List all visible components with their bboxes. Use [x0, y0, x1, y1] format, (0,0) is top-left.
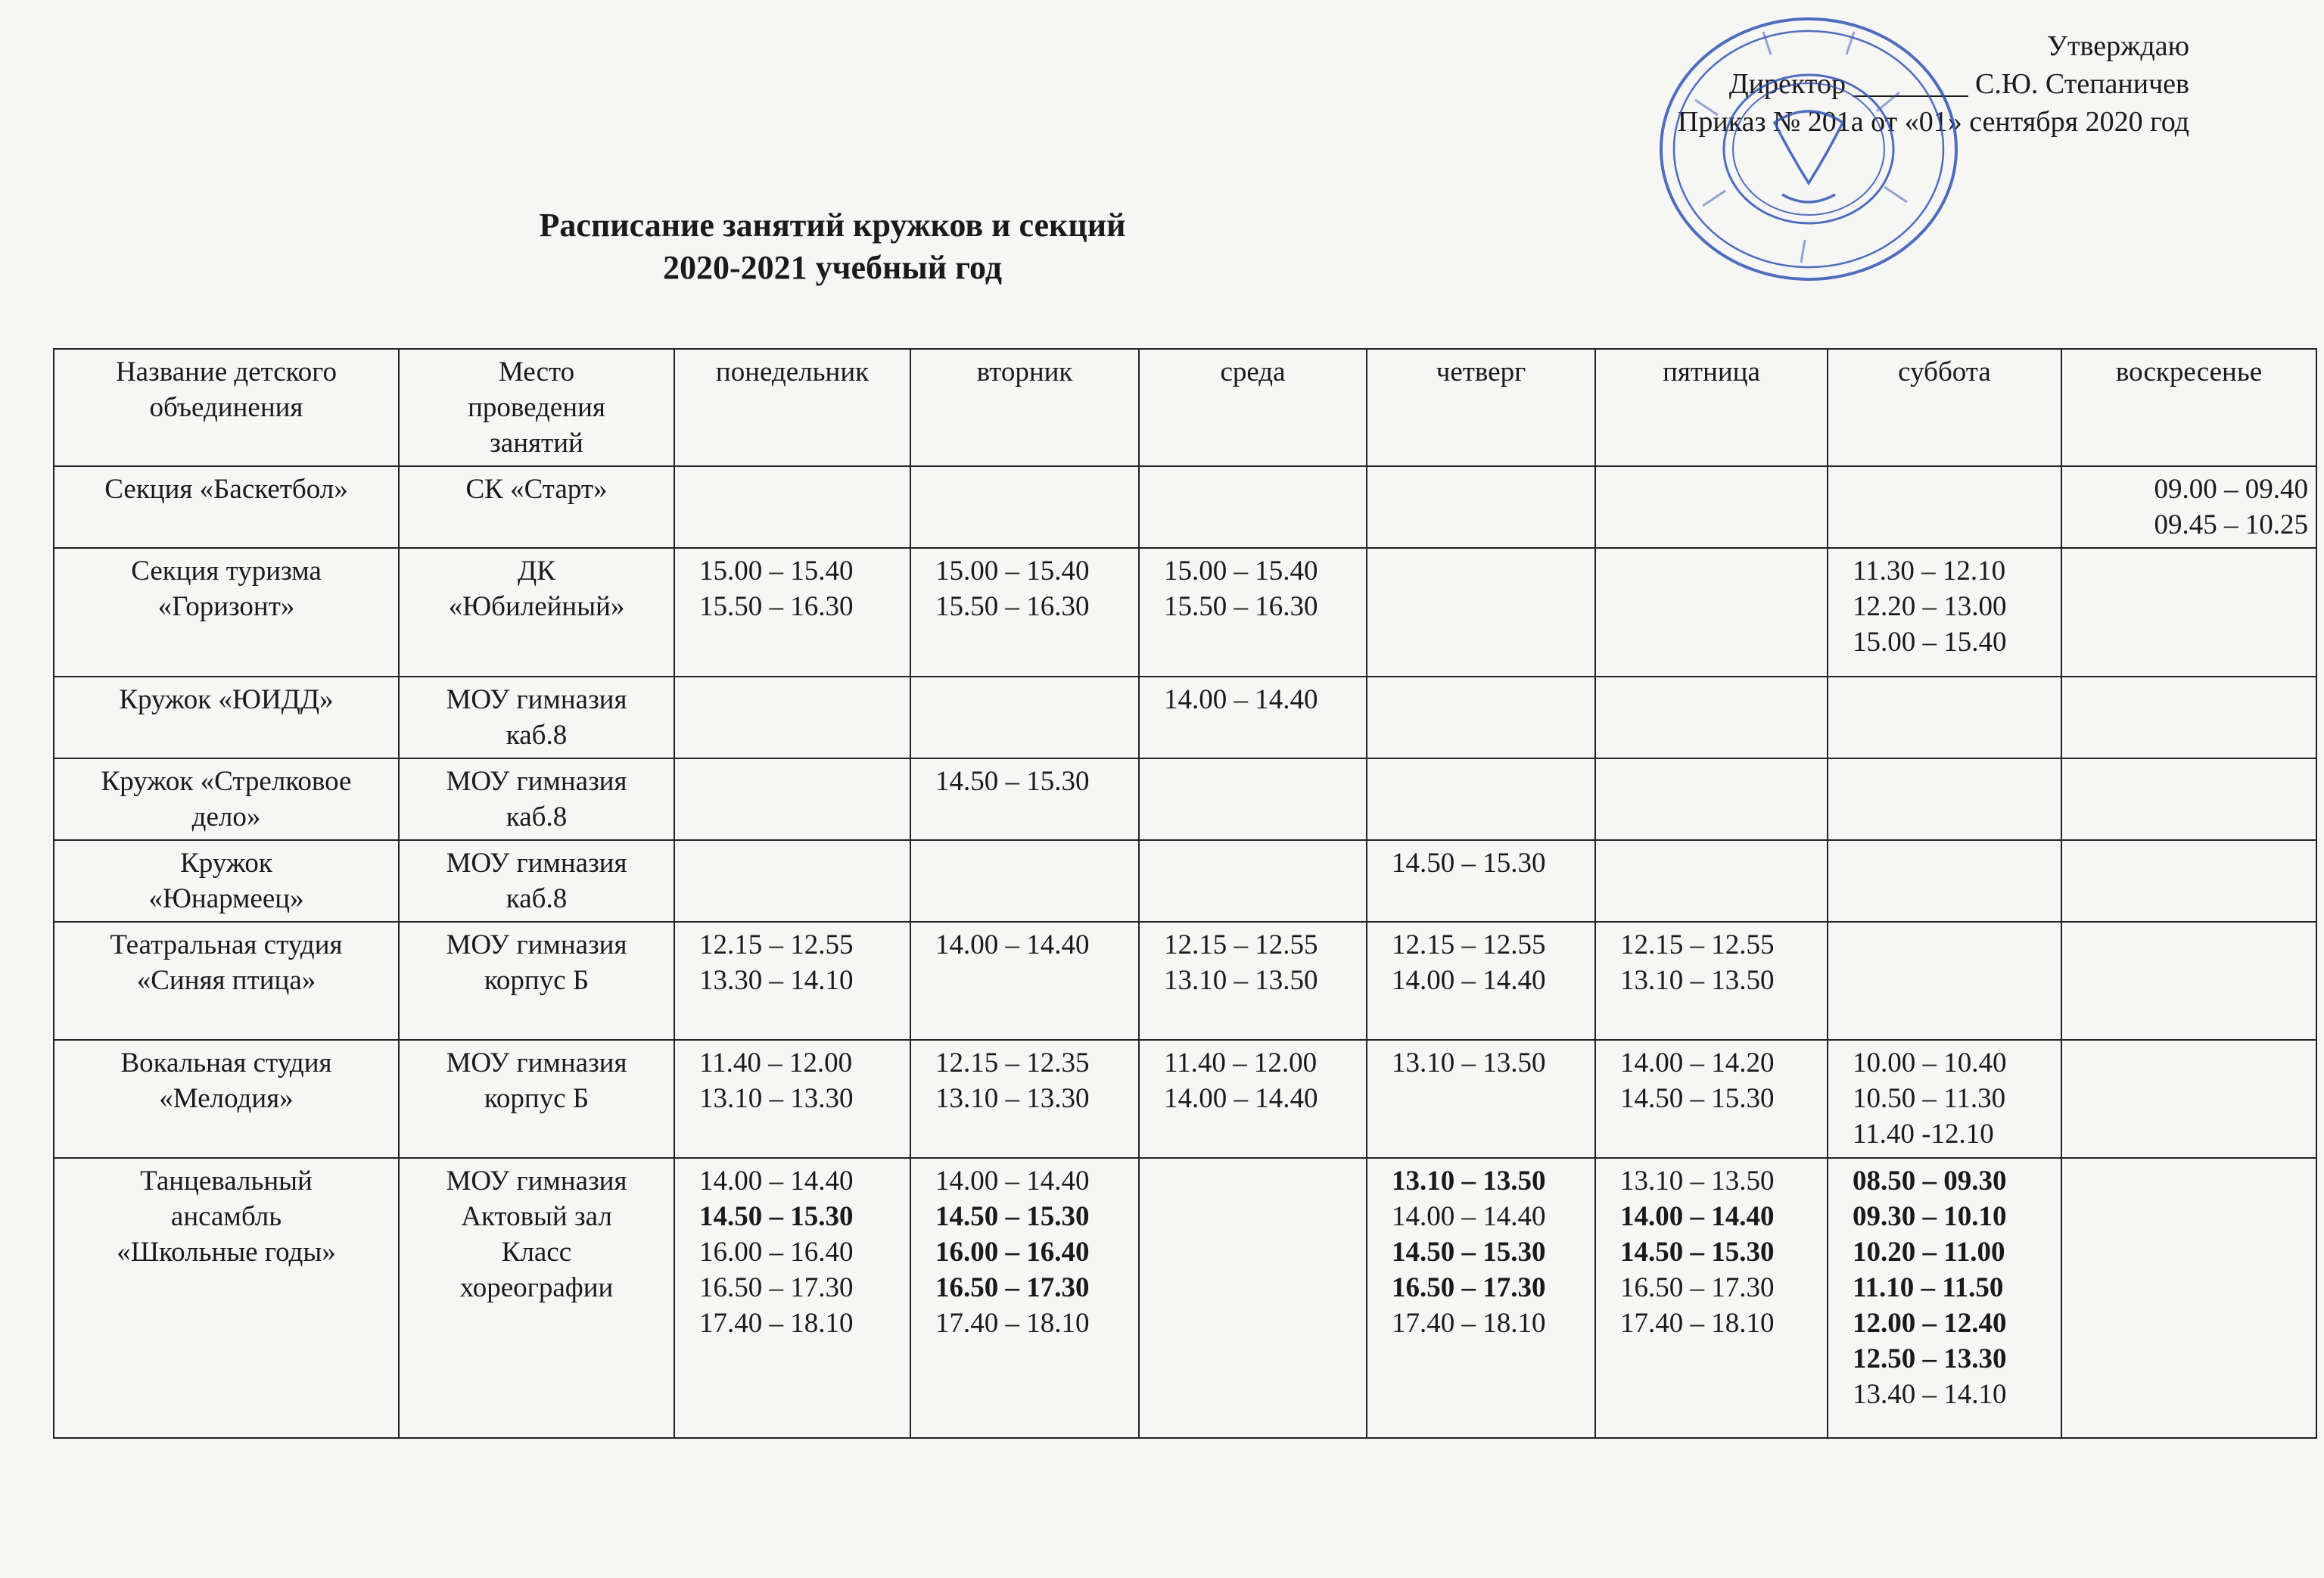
- monday-time-cell: [674, 548, 910, 677]
- time-slot: 09.45 – 10.25: [2154, 509, 2308, 540]
- time-slot: 10.20 – 11.00: [1853, 1237, 2005, 1268]
- title-line-year: 2020-2021 учебный год: [663, 249, 1002, 286]
- schedule-row: [54, 548, 2316, 677]
- time-slot: 13.10 – 13.30: [699, 1083, 854, 1114]
- tuesday-time-cell: [910, 677, 1139, 758]
- time-slot: 15.50 – 16.30: [935, 591, 1090, 622]
- header-tuesday: вторник: [910, 349, 1139, 466]
- header-wednesday: среда: [1139, 349, 1367, 466]
- time-slot: 15.50 – 16.30: [699, 591, 854, 622]
- venue-cell: [399, 466, 674, 548]
- venue-line: каб.8: [506, 720, 568, 751]
- saturday-time-cell: [1828, 840, 2061, 922]
- time-slot: 16.00 – 16.40: [699, 1237, 854, 1268]
- time-slot: 12.15 – 12.55: [1620, 929, 1775, 960]
- header-thursday: четверг: [1367, 349, 1595, 466]
- monday-time-cell: [674, 466, 910, 548]
- time-slot: 14.00 – 14.40: [1392, 1201, 1546, 1232]
- time-slot: 14.00 – 14.40: [699, 1166, 854, 1197]
- time-slot: 14.50 – 15.30: [935, 1201, 1090, 1232]
- time-slot: 16.00 – 16.40: [935, 1237, 1090, 1268]
- time-slot: 11.40 – 12.00: [699, 1047, 853, 1078]
- monday-time-cell: [674, 840, 910, 922]
- thursday-time-cell: [1367, 1158, 1595, 1438]
- venue-line: Актовый зал: [461, 1201, 612, 1232]
- header-name-line: Название детского: [115, 356, 338, 387]
- club-name-cell: [54, 466, 399, 548]
- schedule-table: [53, 348, 2317, 1439]
- official-seal-stamp: [1650, 9, 1968, 289]
- club-name-line: Кружок «Стрелковое: [101, 766, 352, 797]
- time-slot: 14.50 – 15.30: [699, 1201, 854, 1232]
- monday-time-cell: [674, 922, 910, 1040]
- time-slot: 09.00 – 09.40: [2154, 474, 2308, 505]
- time-slot: 09.30 – 10.10: [1853, 1201, 2007, 1232]
- time-slot: 12.50 – 13.30: [1853, 1343, 2007, 1374]
- club-name-line: «Юнармеец»: [148, 883, 304, 914]
- club-name-line: дело»: [191, 801, 261, 833]
- time-slot: 15.00 – 15.40: [699, 556, 854, 587]
- club-name-line: Секция «Баскетбол»: [104, 474, 348, 505]
- friday-time-cell: [1595, 677, 1828, 758]
- friday-time-cell: [1595, 922, 1828, 1040]
- schedule-row: [54, 840, 2316, 922]
- saturday-time-cell: [1828, 758, 2061, 840]
- approval-line-director: Директор ________ С.Ю. Степаничев: [1728, 68, 2189, 100]
- time-slot: 12.15 – 12.55: [1392, 929, 1546, 960]
- time-slot: 17.40 – 18.10: [935, 1308, 1090, 1339]
- header-place-line: Место: [498, 356, 575, 387]
- venue-cell: [399, 677, 674, 758]
- club-name-cell: [54, 1040, 399, 1158]
- tuesday-time-cell: [910, 922, 1139, 1040]
- saturday-time-cell: [1828, 548, 2061, 677]
- time-slot: 13.10 – 13.50: [1392, 1047, 1546, 1078]
- header-name-line: объединения: [149, 392, 303, 423]
- time-slot: 12.15 – 12.55: [699, 929, 854, 960]
- time-slot: 14.00 – 14.40: [1164, 684, 1318, 715]
- thursday-time-cell: [1367, 840, 1595, 922]
- wednesday-time-cell: [1139, 758, 1367, 840]
- club-name-cell: [54, 840, 399, 922]
- schedule-row: [54, 466, 2316, 548]
- time-slot: 10.50 – 11.30: [1853, 1083, 2006, 1114]
- venue-cell: [399, 758, 674, 840]
- club-name-cell: [54, 548, 399, 677]
- schedule-row: [54, 922, 2316, 1040]
- venue-cell: [399, 840, 674, 922]
- schedule-row: [54, 758, 2316, 840]
- club-name-line: «Синяя птица»: [136, 965, 316, 996]
- time-slot: 10.00 – 10.40: [1853, 1047, 2007, 1078]
- header-place-line: занятий: [490, 428, 583, 459]
- time-slot: 11.10 – 11.50: [1853, 1272, 2004, 1303]
- schedule-row: [54, 677, 2316, 758]
- venue-line: корпус Б: [484, 965, 590, 996]
- time-slot: 15.50 – 16.30: [1164, 591, 1318, 622]
- time-slot: 16.50 – 17.30: [699, 1272, 854, 1303]
- wednesday-time-cell: [1139, 677, 1367, 758]
- venue-line: хореографии: [459, 1272, 614, 1303]
- saturday-time-cell: [1828, 922, 2061, 1040]
- sunday-time-cell: [2061, 758, 2316, 840]
- monday-time-cell: [674, 677, 910, 758]
- time-slot: 14.00 – 14.40: [1392, 965, 1546, 996]
- schedule-row: [54, 1040, 2316, 1158]
- venue-line: «Юбилейный»: [448, 591, 625, 622]
- saturday-time-cell: [1828, 1040, 2061, 1158]
- friday-time-cell: [1595, 1158, 1828, 1438]
- time-slot: 12.15 – 12.35: [935, 1047, 1090, 1078]
- monday-time-cell: [674, 1040, 910, 1158]
- monday-time-cell: [674, 758, 910, 840]
- time-slot: 14.00 – 14.20: [1620, 1047, 1775, 1078]
- time-slot: 11.40 – 12.00: [1164, 1047, 1318, 1078]
- time-slot: 16.50 – 17.30: [935, 1272, 1090, 1303]
- approval-line-approve: Утверждаю: [2047, 30, 2189, 62]
- venue-line: каб.8: [506, 801, 568, 833]
- venue-line: корпус Б: [484, 1083, 590, 1114]
- time-slot: 17.40 – 18.10: [699, 1308, 854, 1339]
- time-slot: 11.40 -12.10: [1853, 1119, 1994, 1150]
- header-name: [54, 349, 399, 466]
- time-slot: 11.30 – 12.10: [1853, 556, 2006, 587]
- header-place: [399, 349, 674, 466]
- venue-line: ДК: [518, 556, 555, 587]
- monday-time-cell: [674, 1158, 910, 1438]
- wednesday-time-cell: [1139, 548, 1367, 677]
- time-slot: 14.00 – 14.40: [935, 1166, 1090, 1197]
- tuesday-time-cell: [910, 548, 1139, 677]
- club-name-line: ансамбль: [170, 1201, 282, 1232]
- venue-line: МОУ гимназия: [446, 766, 627, 797]
- time-slot: 14.50 – 15.30: [1620, 1083, 1775, 1114]
- tuesday-time-cell: [910, 758, 1139, 840]
- header-monday: понедельник: [674, 349, 910, 466]
- header-friday: пятница: [1595, 349, 1828, 466]
- time-slot: 14.50 – 15.30: [935, 766, 1090, 797]
- wednesday-time-cell: [1139, 922, 1367, 1040]
- time-slot: 13.10 – 13.30: [935, 1083, 1090, 1114]
- wednesday-time-cell: [1139, 840, 1367, 922]
- saturday-time-cell: [1828, 677, 2061, 758]
- club-name-cell: [54, 922, 399, 1040]
- tuesday-time-cell: [910, 466, 1139, 548]
- time-slot: 16.50 – 17.30: [1620, 1272, 1775, 1303]
- club-name-line: Секция туризма: [131, 556, 322, 587]
- club-name-line: «Мелодия»: [159, 1083, 294, 1114]
- wednesday-time-cell: [1139, 1040, 1367, 1158]
- venue-line: каб.8: [506, 883, 568, 914]
- club-name-line: Кружок «ЮИДД»: [119, 684, 334, 715]
- time-slot: 13.10 – 13.50: [1620, 965, 1775, 996]
- venue-line: СК «Старт»: [465, 474, 608, 505]
- venue-cell: [399, 548, 674, 677]
- time-slot: 13.30 – 14.10: [699, 965, 854, 996]
- time-slot: 13.40 – 14.10: [1853, 1379, 2007, 1410]
- document-title: [0, 204, 1665, 289]
- friday-time-cell: [1595, 548, 1828, 677]
- sunday-time-cell: [2061, 466, 2316, 548]
- saturday-time-cell: [1828, 1158, 2061, 1438]
- thursday-time-cell: [1367, 466, 1595, 548]
- thursday-time-cell: [1367, 922, 1595, 1040]
- time-slot: 17.40 – 18.10: [1392, 1308, 1546, 1339]
- thursday-time-cell: [1367, 1040, 1595, 1158]
- friday-time-cell: [1595, 1040, 1828, 1158]
- time-slot: 14.00 – 14.40: [1620, 1201, 1775, 1232]
- club-name-line: «Горизонт»: [157, 591, 295, 622]
- time-slot: 13.10 – 13.50: [1620, 1166, 1775, 1197]
- time-slot: 14.00 – 14.40: [935, 929, 1090, 960]
- time-slot: 14.50 – 15.30: [1392, 848, 1546, 879]
- club-name-line: Кружок: [180, 848, 272, 879]
- thursday-time-cell: [1367, 677, 1595, 758]
- tuesday-time-cell: [910, 1158, 1139, 1438]
- wednesday-time-cell: [1139, 466, 1367, 548]
- sunday-time-cell: [2061, 677, 2316, 758]
- friday-time-cell: [1595, 466, 1828, 548]
- sunday-time-cell: [2061, 548, 2316, 677]
- club-name-line: «Школьные годы»: [117, 1237, 336, 1268]
- time-slot: 14.00 – 14.40: [1164, 1083, 1318, 1114]
- sunday-time-cell: [2061, 840, 2316, 922]
- tuesday-time-cell: [910, 840, 1139, 922]
- friday-time-cell: [1595, 758, 1828, 840]
- venue-line: МОУ гимназия: [446, 1166, 627, 1197]
- saturday-time-cell: [1828, 466, 2061, 548]
- time-slot: 14.50 – 15.30: [1620, 1237, 1775, 1268]
- thursday-time-cell: [1367, 758, 1595, 840]
- time-slot: 12.00 – 12.40: [1853, 1308, 2007, 1339]
- time-slot: 16.50 – 17.30: [1392, 1272, 1546, 1303]
- club-name-line: Вокальная студия: [120, 1047, 332, 1078]
- header-row: [54, 349, 2316, 466]
- club-name-cell: [54, 758, 399, 840]
- sunday-time-cell: [2061, 1158, 2316, 1438]
- header-place-line: проведения: [468, 392, 605, 423]
- venue-cell: [399, 922, 674, 1040]
- tuesday-time-cell: [910, 1040, 1139, 1158]
- venue-line: МОУ гимназия: [446, 848, 627, 879]
- time-slot: 15.00 – 15.40: [935, 556, 1090, 587]
- wednesday-time-cell: [1139, 1158, 1367, 1438]
- header-saturday: суббота: [1828, 349, 2061, 466]
- time-slot: 15.00 – 15.40: [1853, 627, 2007, 658]
- time-slot: 14.50 – 15.30: [1392, 1237, 1546, 1268]
- time-slot: 12.15 – 12.55: [1164, 929, 1318, 960]
- time-slot: 13.10 – 13.50: [1164, 965, 1318, 996]
- venue-line: МОУ гимназия: [446, 1047, 627, 1078]
- time-slot: 08.50 – 09.30: [1853, 1166, 2007, 1197]
- time-slot: 17.40 – 18.10: [1620, 1308, 1775, 1339]
- club-name-cell: [54, 1158, 399, 1438]
- venue-cell: [399, 1158, 674, 1438]
- time-slot: 12.20 – 13.00: [1853, 591, 2007, 622]
- time-slot: 13.10 – 13.50: [1392, 1166, 1546, 1197]
- club-name-line: Танцевальный: [140, 1166, 313, 1197]
- friday-time-cell: [1595, 840, 1828, 922]
- venue-line: МОУ гимназия: [446, 929, 627, 960]
- header-sunday: воскресенье: [2061, 349, 2316, 466]
- approval-line-order: Приказ № 201а от «01» сентября 2020 год: [1677, 106, 2189, 138]
- venue-line: Класс: [501, 1237, 572, 1268]
- title-line-main: Расписание занятий кружков и секций: [539, 207, 1126, 244]
- sunday-time-cell: [2061, 1040, 2316, 1158]
- schedule-body: [54, 466, 2316, 1438]
- time-slot: 15.00 – 15.40: [1164, 556, 1318, 587]
- club-name-cell: [54, 677, 399, 758]
- thursday-time-cell: [1367, 548, 1595, 677]
- venue-cell: [399, 1040, 674, 1158]
- sunday-time-cell: [2061, 922, 2316, 1040]
- venue-line: МОУ гимназия: [446, 684, 627, 715]
- schedule-row: [54, 1158, 2316, 1438]
- club-name-line: Театральная студия: [110, 929, 343, 960]
